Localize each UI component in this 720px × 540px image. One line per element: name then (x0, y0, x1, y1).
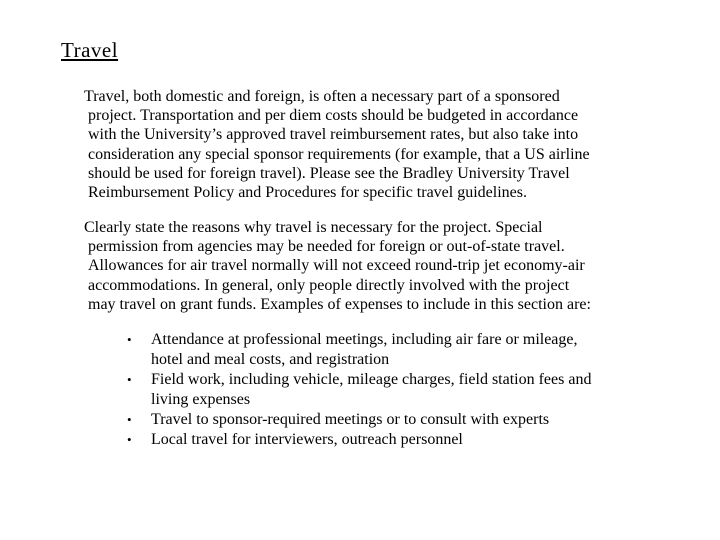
paragraph-line: consideration any special sponsor requirements (for example, that a US airline (88, 145, 590, 163)
bullet-item (127, 330, 687, 370)
paragraph-line: Reimbursement Policy and Procedures for specific travel guidelines. (88, 184, 527, 202)
bullet-line: Field work, including vehicle, mileage charges, field station fees and (151, 370, 592, 388)
paragraph-line: accommodations. In general, only people directly involved with the project (88, 276, 570, 294)
slide-title: Travel (61, 38, 119, 62)
paragraph-line: permission from agencies may be needed for foreign or out-of-state travel. (88, 238, 565, 256)
bullet-line: living expenses (151, 390, 251, 408)
bullet-line: Attendance at professional meetings, including air fare or mileage, (151, 331, 578, 348)
paragraph-line: with the University’s approved travel reimbursement rates, but also take into (88, 126, 579, 144)
paragraph-line: Allowances for air travel normally will not exceed round-trip jet economy-air (88, 257, 585, 275)
paragraph-line: Travel, both domestic and foreign, is often a necessary part of a sponsored (84, 88, 560, 105)
paragraph-travel-justification (84, 218, 674, 314)
bullet-icon: • (127, 371, 132, 387)
bullet-icon: • (127, 432, 132, 448)
paragraph-line: should be used for foreign travel). Please see the Bradley University Travel (88, 164, 570, 182)
bullet-item (127, 430, 687, 450)
paragraph-travel-overview (84, 87, 674, 202)
bullet-line: Travel to sponsor-required meetings or to consult with experts (151, 410, 550, 428)
bullet-line: hotel and meal costs, and registration (151, 350, 390, 368)
bullet-item (127, 370, 687, 410)
bullet-icon: • (127, 411, 132, 427)
paragraph-line: Clearly state the reasons why travel is necessary for the project. Special (84, 219, 543, 236)
bullet-icon: • (127, 332, 132, 347)
bullet-line: Local travel for interviewers, outreach personnel (151, 431, 463, 449)
paragraph-line: may travel on grant funds. Examples of expenses to include in this section are: (88, 295, 591, 313)
expense-bullet-list (127, 330, 687, 450)
paragraph-line: project. Transportation and per diem costs should be budgeted in accordance (88, 107, 579, 125)
bullet-item (127, 410, 687, 430)
